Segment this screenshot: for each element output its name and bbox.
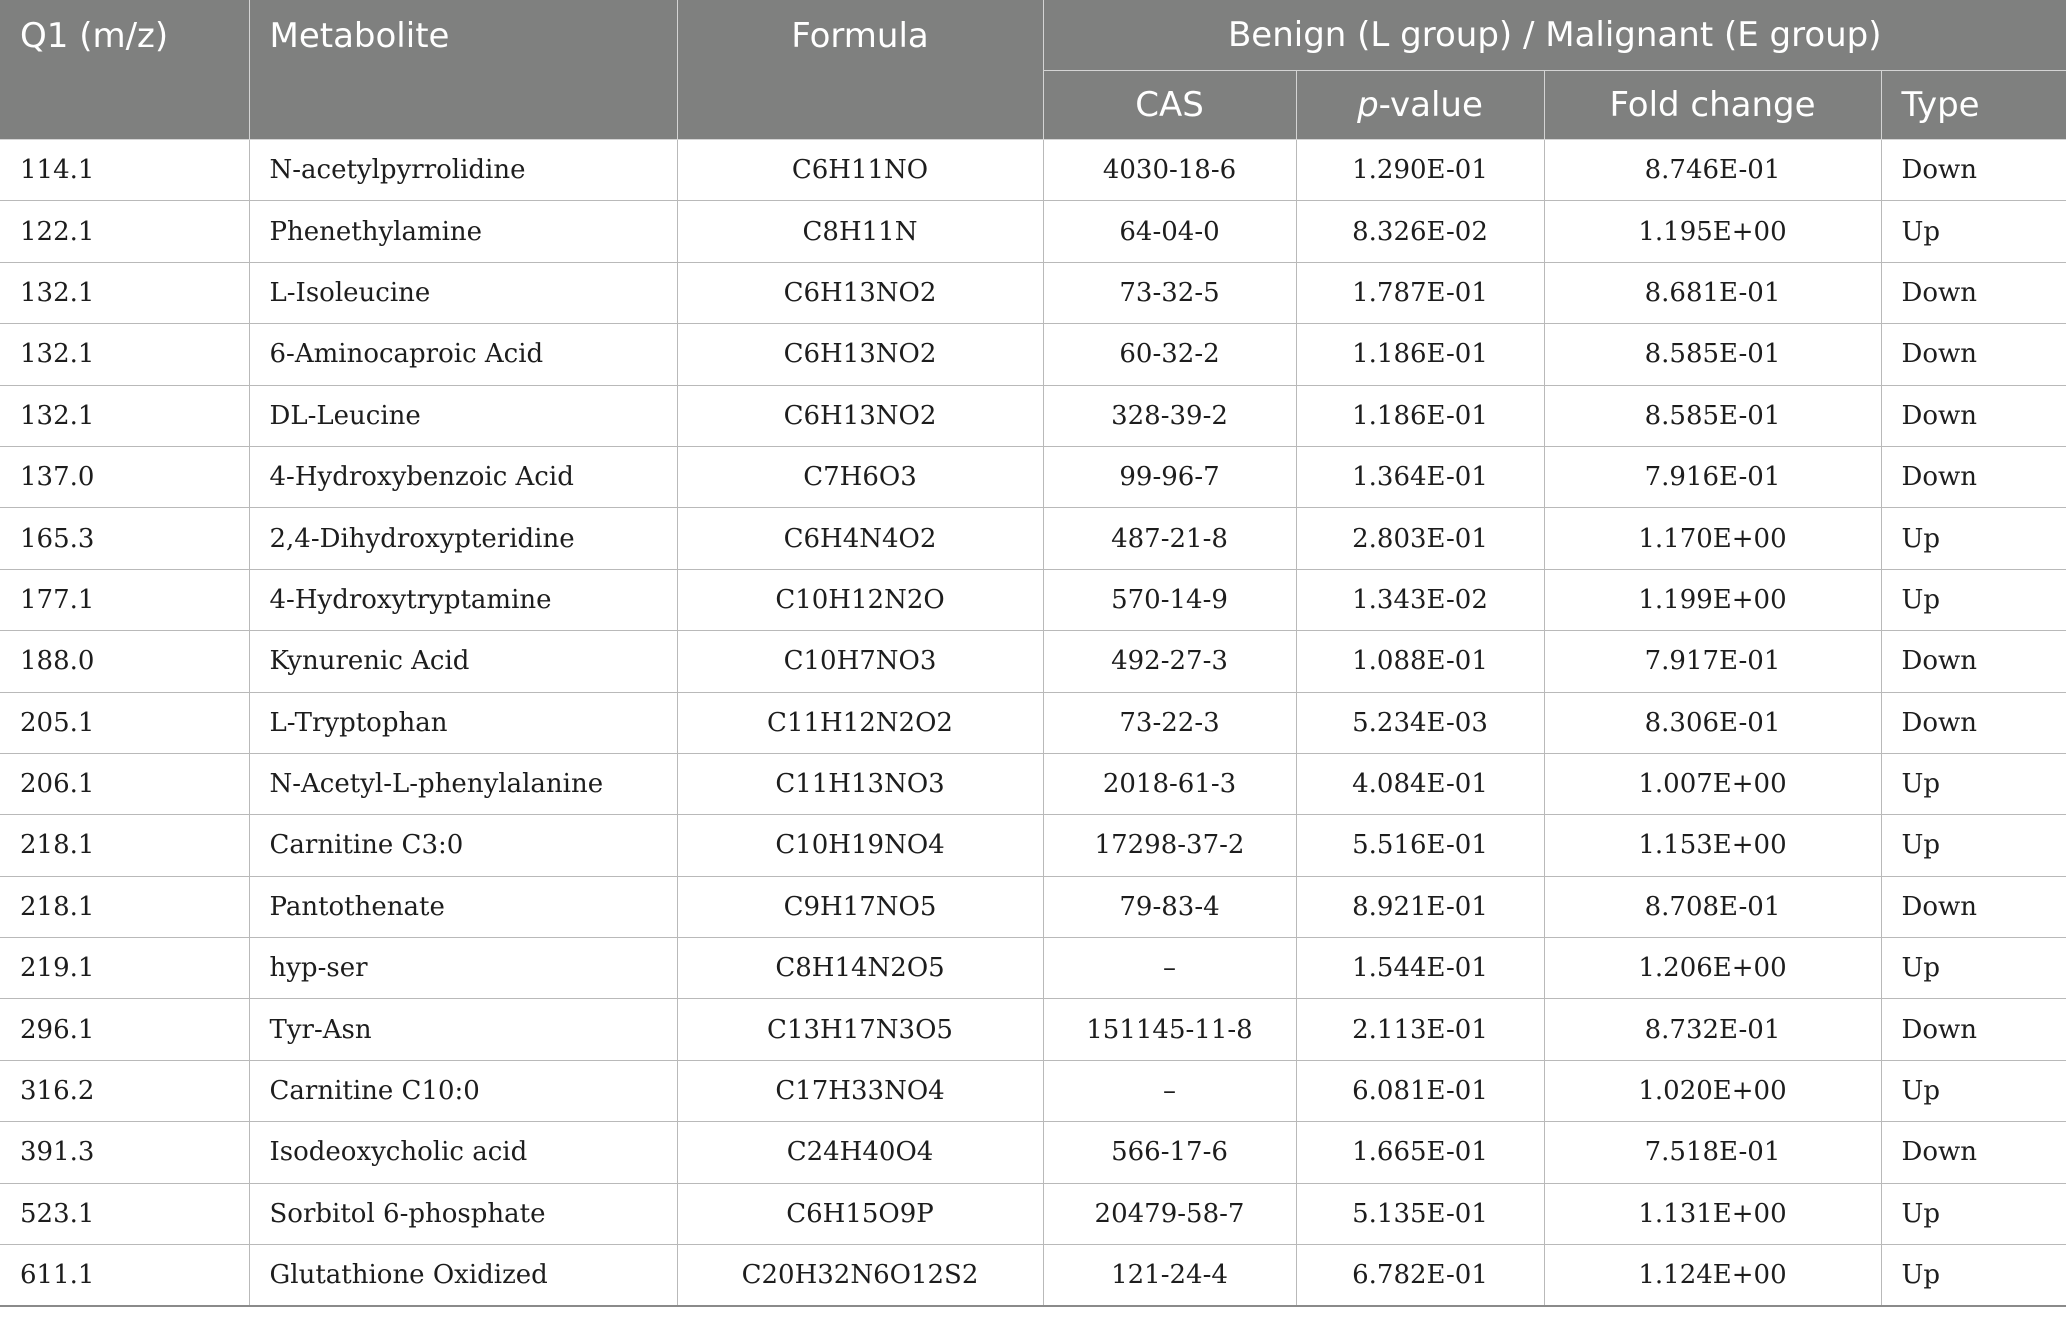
table-row xyxy=(0,385,2066,446)
cell-pvalue: 1.544E-01 xyxy=(1296,938,1544,999)
cell-cas: – xyxy=(1043,1060,1296,1121)
cell-formula: C10H7NO3 xyxy=(677,631,1043,692)
cell-fold-change: 1.195E+00 xyxy=(1544,201,1881,262)
cell-q1: 611.1 xyxy=(0,1245,249,1307)
cell-pvalue: 8.921E-01 xyxy=(1296,876,1544,937)
cell-pvalue: 4.084E-01 xyxy=(1296,753,1544,814)
cell-fold-change: 8.708E-01 xyxy=(1544,876,1881,937)
cell-q1: 165.3 xyxy=(0,508,249,569)
cell-formula: C13H17N3O5 xyxy=(677,999,1043,1060)
cell-metabolite: Glutathione Oxidized xyxy=(249,1245,677,1307)
cell-formula: C6H13NO2 xyxy=(677,385,1043,446)
cell-type: Up xyxy=(1881,201,2066,262)
cell-fold-change: 1.020E+00 xyxy=(1544,1060,1881,1121)
cell-metabolite: Kynurenic Acid xyxy=(249,631,677,692)
table-row xyxy=(0,201,2066,262)
cell-cas: 487-21-8 xyxy=(1043,508,1296,569)
cell-type: Down xyxy=(1881,999,2066,1060)
cell-pvalue: 2.803E-01 xyxy=(1296,508,1544,569)
cell-q1: 219.1 xyxy=(0,938,249,999)
cell-type: Up xyxy=(1881,569,2066,630)
cell-type: Up xyxy=(1881,1060,2066,1121)
cell-q1: 188.0 xyxy=(0,631,249,692)
cell-metabolite: 4-Hydroxytryptamine xyxy=(249,569,677,630)
cell-type: Up xyxy=(1881,815,2066,876)
table-row xyxy=(0,1183,2066,1244)
cell-q1: 122.1 xyxy=(0,201,249,262)
table-row xyxy=(0,1060,2066,1121)
cell-q1: 132.1 xyxy=(0,262,249,323)
cell-cas: 492-27-3 xyxy=(1043,631,1296,692)
cell-cas: – xyxy=(1043,938,1296,999)
cell-cas: 73-32-5 xyxy=(1043,262,1296,323)
cell-cas: 570-14-9 xyxy=(1043,569,1296,630)
cell-metabolite: Sorbitol 6-phosphate xyxy=(249,1183,677,1244)
cell-type: Up xyxy=(1881,508,2066,569)
cell-formula: C6H13NO2 xyxy=(677,324,1043,385)
cell-fold-change: 8.746E-01 xyxy=(1544,140,1881,201)
cell-fold-change: 7.518E-01 xyxy=(1544,1122,1881,1183)
cell-q1: 205.1 xyxy=(0,692,249,753)
cell-fold-change: 1.131E+00 xyxy=(1544,1183,1881,1244)
cell-fold-change: 8.306E-01 xyxy=(1544,692,1881,753)
table-row xyxy=(0,938,2066,999)
cell-metabolite: 4-Hydroxybenzoic Acid xyxy=(249,446,677,507)
cell-formula: C6H4N4O2 xyxy=(677,508,1043,569)
cell-pvalue: 8.326E-02 xyxy=(1296,201,1544,262)
cell-fold-change: 1.206E+00 xyxy=(1544,938,1881,999)
cell-pvalue: 1.665E-01 xyxy=(1296,1122,1544,1183)
cell-q1: 132.1 xyxy=(0,385,249,446)
cell-formula: C10H19NO4 xyxy=(677,815,1043,876)
cell-formula: C11H13NO3 xyxy=(677,753,1043,814)
cell-metabolite: Phenethylamine xyxy=(249,201,677,262)
table-row xyxy=(0,262,2066,323)
cell-metabolite: L-Tryptophan xyxy=(249,692,677,753)
cell-cas: 60-32-2 xyxy=(1043,324,1296,385)
cell-pvalue: 2.113E-01 xyxy=(1296,999,1544,1060)
cell-cas: 328-39-2 xyxy=(1043,385,1296,446)
table-row xyxy=(0,446,2066,507)
cell-type: Down xyxy=(1881,140,2066,201)
cell-type: Down xyxy=(1881,1122,2066,1183)
cell-q1: 114.1 xyxy=(0,140,249,201)
cell-cas: 17298-37-2 xyxy=(1043,815,1296,876)
cell-metabolite: 6-Aminocaproic Acid xyxy=(249,324,677,385)
cell-type: Up xyxy=(1881,753,2066,814)
cell-cas: 151145-11-8 xyxy=(1043,999,1296,1060)
cell-formula: C9H17NO5 xyxy=(677,876,1043,937)
header-fold-change: Fold change xyxy=(1544,71,1881,140)
header-pvalue-p: p xyxy=(1357,85,1379,125)
cell-metabolite: N-Acetyl-L-phenylalanine xyxy=(249,753,677,814)
cell-cas: 4030-18-6 xyxy=(1043,140,1296,201)
cell-pvalue: 6.081E-01 xyxy=(1296,1060,1544,1121)
header-type: Type xyxy=(1881,71,2066,140)
cell-q1: 296.1 xyxy=(0,999,249,1060)
cell-cas: 2018-61-3 xyxy=(1043,753,1296,814)
header-cas: CAS xyxy=(1043,71,1296,140)
cell-metabolite: N-acetylpyrrolidine xyxy=(249,140,677,201)
table-row xyxy=(0,569,2066,630)
table-header xyxy=(0,0,2066,140)
cell-formula: C8H11N xyxy=(677,201,1043,262)
cell-formula: C6H11NO xyxy=(677,140,1043,201)
cell-pvalue: 1.186E-01 xyxy=(1296,385,1544,446)
table-row xyxy=(0,999,2066,1060)
header-metabolite: Metabolite xyxy=(249,0,677,140)
cell-pvalue: 1.290E-01 xyxy=(1296,140,1544,201)
cell-type: Down xyxy=(1881,324,2066,385)
cell-fold-change: 8.585E-01 xyxy=(1544,385,1881,446)
cell-type: Up xyxy=(1881,1245,2066,1307)
cell-metabolite: DL-Leucine xyxy=(249,385,677,446)
cell-formula: C6H13NO2 xyxy=(677,262,1043,323)
cell-formula: C8H14N2O5 xyxy=(677,938,1043,999)
cell-metabolite: hyp-ser xyxy=(249,938,677,999)
cell-type: Down xyxy=(1881,385,2066,446)
cell-formula: C6H15O9P xyxy=(677,1183,1043,1244)
table-row xyxy=(0,753,2066,814)
cell-cas: 99-96-7 xyxy=(1043,446,1296,507)
cell-type: Down xyxy=(1881,692,2066,753)
cell-pvalue: 1.186E-01 xyxy=(1296,324,1544,385)
cell-q1: 177.1 xyxy=(0,569,249,630)
cell-q1: 132.1 xyxy=(0,324,249,385)
cell-metabolite: 2,4-Dihydroxypteridine xyxy=(249,508,677,569)
cell-fold-change: 1.007E+00 xyxy=(1544,753,1881,814)
cell-pvalue: 1.787E-01 xyxy=(1296,262,1544,323)
cell-q1: 218.1 xyxy=(0,876,249,937)
cell-fold-change: 7.916E-01 xyxy=(1544,446,1881,507)
table-row xyxy=(0,876,2066,937)
table-row xyxy=(0,140,2066,201)
cell-type: Down xyxy=(1881,262,2066,323)
cell-cas: 73-22-3 xyxy=(1043,692,1296,753)
header-pvalue xyxy=(1296,71,1544,140)
cell-fold-change: 8.732E-01 xyxy=(1544,999,1881,1060)
cell-cas: 20479-58-7 xyxy=(1043,1183,1296,1244)
cell-pvalue: 5.234E-03 xyxy=(1296,692,1544,753)
table-row xyxy=(0,1245,2066,1307)
cell-cas: 121-24-4 xyxy=(1043,1245,1296,1307)
table-row xyxy=(0,692,2066,753)
cell-formula: C17H33NO4 xyxy=(677,1060,1043,1121)
cell-q1: 218.1 xyxy=(0,815,249,876)
cell-q1: 137.0 xyxy=(0,446,249,507)
cell-fold-change: 7.917E-01 xyxy=(1544,631,1881,692)
cell-pvalue: 5.135E-01 xyxy=(1296,1183,1544,1244)
cell-fold-change: 8.681E-01 xyxy=(1544,262,1881,323)
cell-cas: 566-17-6 xyxy=(1043,1122,1296,1183)
cell-q1: 391.3 xyxy=(0,1122,249,1183)
cell-formula: C10H12N2O xyxy=(677,569,1043,630)
table-row xyxy=(0,815,2066,876)
header-row-top xyxy=(0,0,2066,71)
cell-fold-change: 1.153E+00 xyxy=(1544,815,1881,876)
cell-type: Down xyxy=(1881,446,2066,507)
cell-metabolite: Isodeoxycholic acid xyxy=(249,1122,677,1183)
cell-formula: C24H40O4 xyxy=(677,1122,1043,1183)
cell-metabolite: Pantothenate xyxy=(249,876,677,937)
cell-type: Up xyxy=(1881,938,2066,999)
cell-pvalue: 1.343E-02 xyxy=(1296,569,1544,630)
header-formula: Formula xyxy=(677,0,1043,140)
cell-q1: 523.1 xyxy=(0,1183,249,1244)
header-pvalue-rest: -value xyxy=(1378,85,1483,125)
cell-cas: 79-83-4 xyxy=(1043,876,1296,937)
cell-pvalue: 6.782E-01 xyxy=(1296,1245,1544,1307)
cell-pvalue: 1.088E-01 xyxy=(1296,631,1544,692)
cell-formula: C7H6O3 xyxy=(677,446,1043,507)
table-row xyxy=(0,1122,2066,1183)
cell-formula: C11H12N2O2 xyxy=(677,692,1043,753)
cell-q1: 206.1 xyxy=(0,753,249,814)
header-q1: Q1 (m/z) xyxy=(0,0,249,140)
cell-type: Up xyxy=(1881,1183,2066,1244)
table-row xyxy=(0,631,2066,692)
header-group: Benign (L group) / Malignant (E group) xyxy=(1043,0,2066,71)
cell-q1: 316.2 xyxy=(0,1060,249,1121)
cell-metabolite: Tyr-Asn xyxy=(249,999,677,1060)
cell-metabolite: L-Isoleucine xyxy=(249,262,677,323)
cell-type: Down xyxy=(1881,876,2066,937)
cell-fold-change: 1.199E+00 xyxy=(1544,569,1881,630)
cell-fold-change: 8.585E-01 xyxy=(1544,324,1881,385)
cell-pvalue: 5.516E-01 xyxy=(1296,815,1544,876)
table-body xyxy=(0,140,2066,1307)
table-row xyxy=(0,508,2066,569)
cell-metabolite: Carnitine C10:0 xyxy=(249,1060,677,1121)
cell-pvalue: 1.364E-01 xyxy=(1296,446,1544,507)
cell-formula: C20H32N6O12S2 xyxy=(677,1245,1043,1307)
cell-fold-change: 1.170E+00 xyxy=(1544,508,1881,569)
cell-type: Down xyxy=(1881,631,2066,692)
cell-metabolite: Carnitine C3:0 xyxy=(249,815,677,876)
table-row xyxy=(0,324,2066,385)
cell-fold-change: 1.124E+00 xyxy=(1544,1245,1881,1307)
cell-cas: 64-04-0 xyxy=(1043,201,1296,262)
